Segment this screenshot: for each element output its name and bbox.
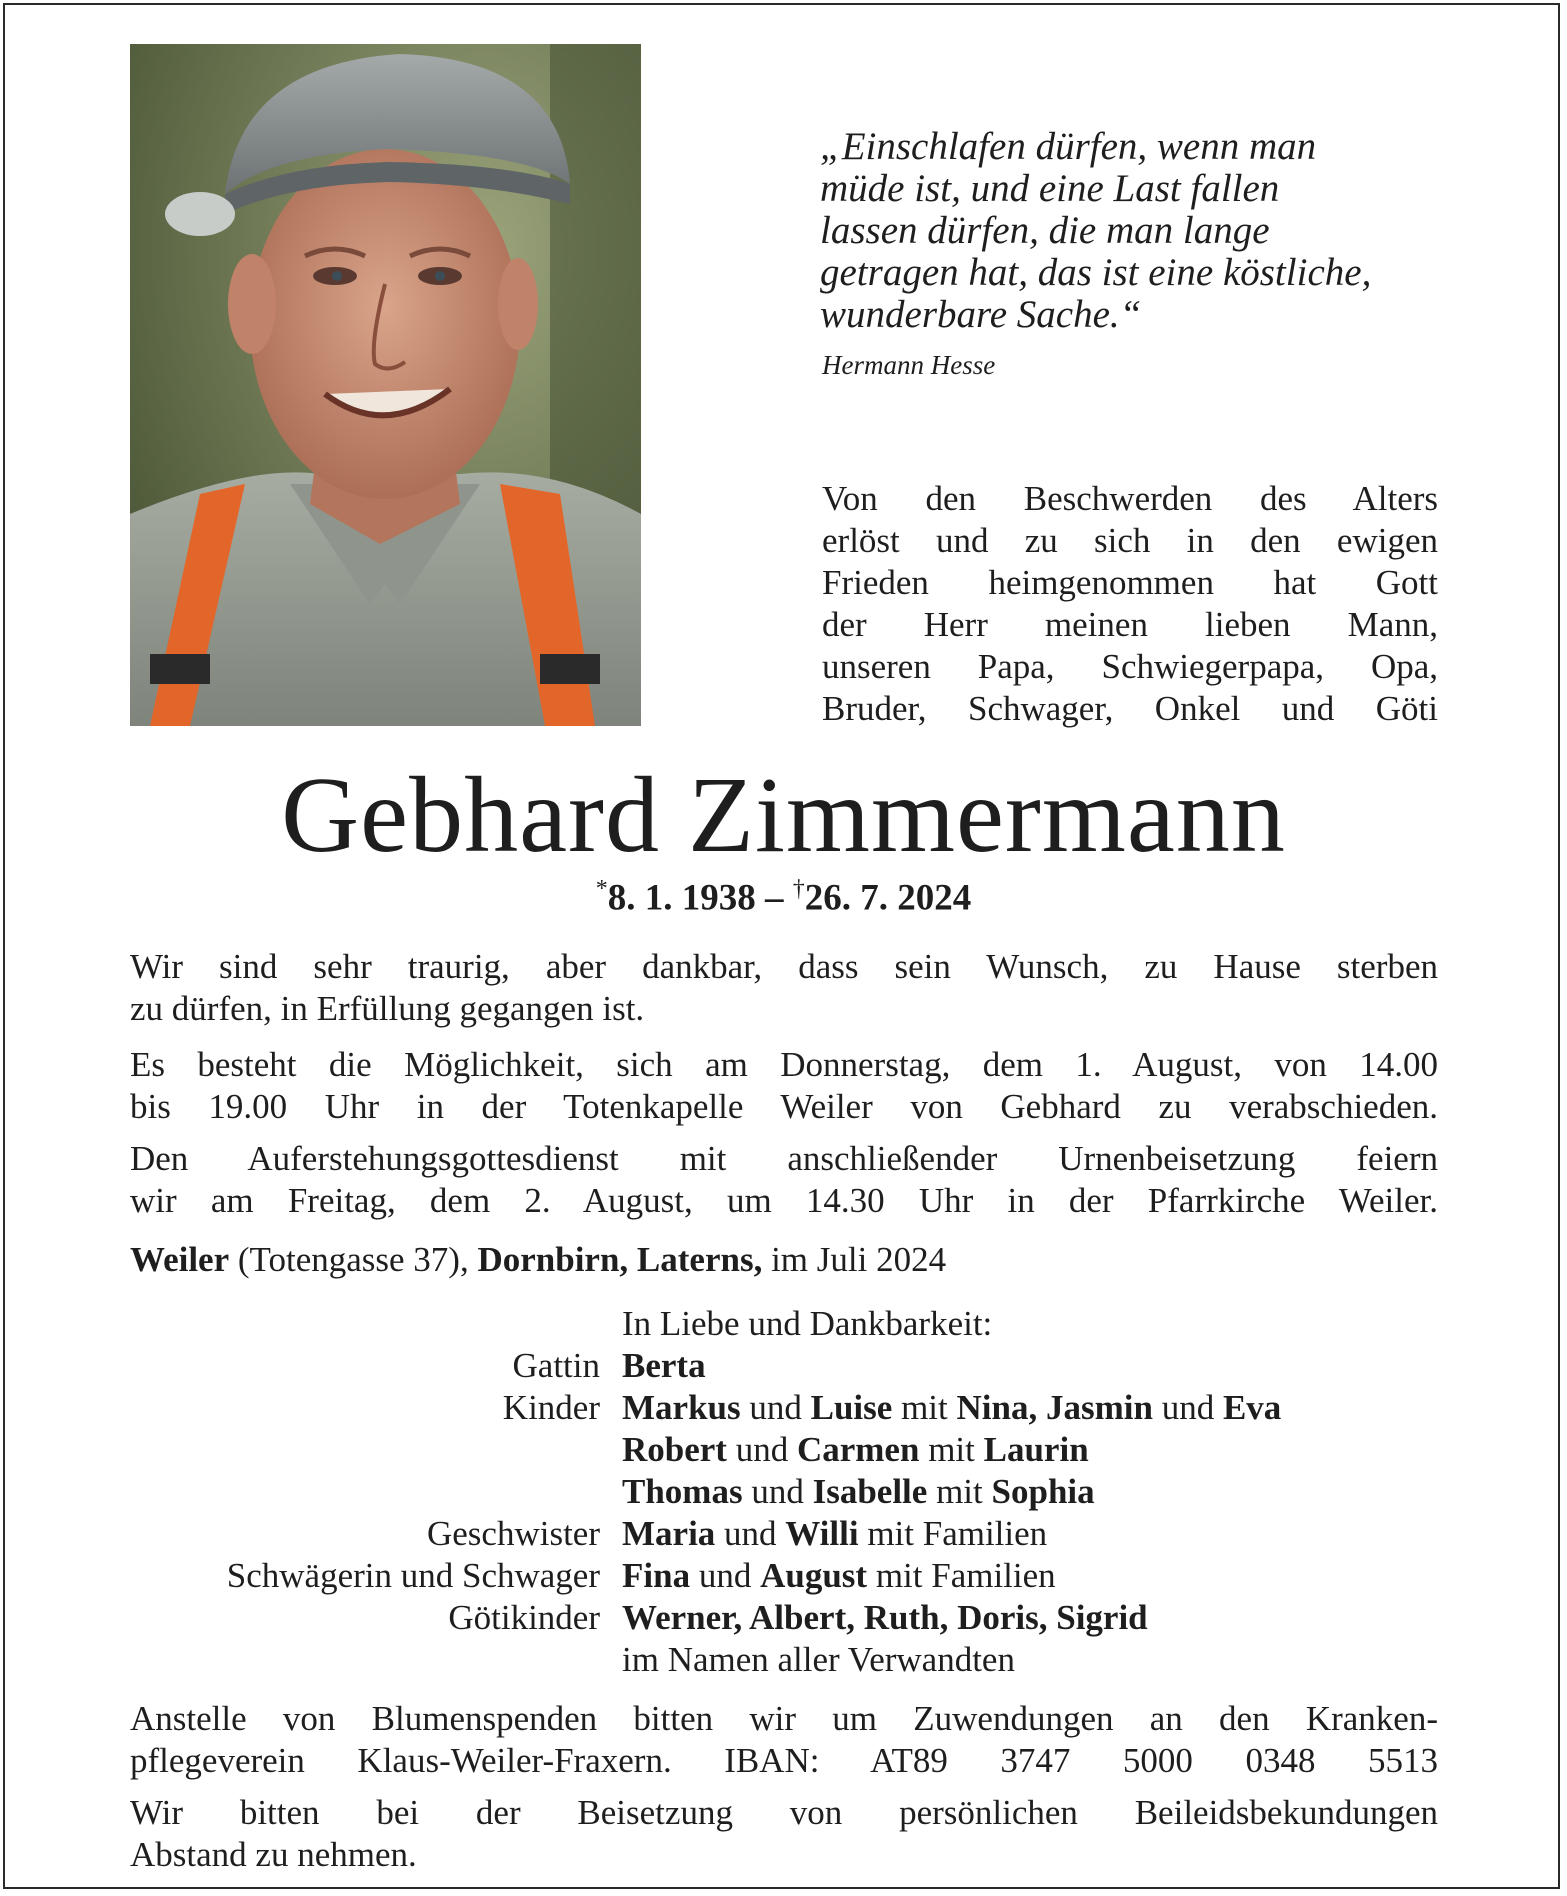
paragraph-condolence [130,1792,1438,1876]
paragraph-line: Wir sind sehr traurig, aber dankbar, dass sein Wunsch, zu Hause sterben [130,947,1438,986]
address: (Totengasse 37), [229,1240,478,1279]
mourner-connector: im Namen aller Verwandten [622,1640,1015,1679]
intro-line: Frieden heimgenommen hat Gott [822,563,1438,602]
mourner-name: Carmen [796,1430,920,1469]
mourner-relation: Kinder [502,1388,600,1427]
paragraph-line: Anstelle von Blumenspenden bitten wir um Zuwendungen an den Kranken- [130,1699,1438,1738]
death-date: 26. 7. 2024 [804,877,972,919]
quote-line: müde ist, und eine Last fallen [820,167,1280,210]
paragraph-line: bis 19.00 Uhr in der Totenkapelle Weiler von Gebhard zu verabschieden. [130,1087,1438,1126]
paragraph-line: Wir bitten bei der Beisetzung von persönlichen Beileidsbekundungen [130,1793,1438,1832]
paragraph-service [130,1138,1438,1222]
paragraph-farewell [130,1044,1438,1128]
towns-other: Dornbirn, Laterns, [477,1240,763,1279]
portrait-illustration [130,44,641,726]
intro-line: erlöst und zu sich in den ewigen [822,521,1438,560]
mourner-name: Fina [622,1556,691,1595]
mourner-names [622,1430,1089,1470]
mourner-name: Sophia [991,1472,1095,1511]
paragraph-line: wir am Freitag, dem 2. August, um 14.30 Uhr in der Pfarrkirche Weiler. [130,1181,1438,1220]
mourner-name: Laurin [983,1430,1089,1469]
mourner-row [0,1388,1567,1430]
mourner-names [622,1556,1056,1596]
mourner-relation: Götikinder [448,1598,600,1637]
mourner-names [622,1598,1148,1638]
quote-line: „Einschlafen dürfen, wenn man [820,125,1317,168]
mourner-names [622,1388,1281,1428]
portrait-photo [130,44,641,726]
paragraph-wish [130,946,1438,1030]
month-year: im Juli 2024 [762,1240,947,1279]
intro-paragraph [822,478,1438,730]
quote [820,126,1460,336]
mourner-name: Eva [1222,1388,1282,1427]
deceased-name: Gebhard Zimmermann [281,756,1286,875]
mourner-names [622,1514,1047,1554]
paragraph-line: Den Auferstehungsgottesdienst mit anschließender Urnenbeisetzung feiern [130,1139,1438,1178]
mourner-relation: Geschwister [426,1514,600,1553]
place-and-date [130,1240,946,1280]
mourner-row [0,1472,1567,1514]
mourner-name: Markus [622,1388,741,1427]
mourner-connector: mit [919,1430,984,1469]
paragraph-line: zu dürfen, in Erfüllung gegangen ist. [130,989,645,1028]
mourner-row [0,1430,1567,1472]
mourner-connector: mit [892,1388,957,1427]
mourner-names [622,1472,1095,1512]
birth-date: 8. 1. 1938 [607,877,756,919]
paragraph-line: Abstand zu nehmen. [130,1835,417,1874]
mourner-name: Thomas [622,1472,743,1511]
mourner-names [622,1640,1015,1680]
intro-line: der Herr meinen lieben Mann, [822,605,1438,644]
mourner-connector: mit Familien [858,1514,1048,1553]
mourner-row [0,1556,1567,1598]
mourner-connector: und [742,1472,813,1511]
mourner-row [0,1514,1567,1556]
intro-line: Bruder, Schwager, Onkel und Göti [822,689,1438,728]
mourner-row [0,1346,1567,1388]
birth-symbol: * [595,876,608,902]
mourner-connector: und [740,1388,811,1427]
mourner-connector: mit [927,1472,992,1511]
mourner-row [0,1640,1567,1682]
town-weiler: Weiler [130,1240,230,1279]
mourner-name: Luise [810,1388,893,1427]
paragraph-line: Es besteht die Möglichkeit, sich am Donnerstag, dem 1. August, von 14.00 [130,1045,1438,1084]
paragraph-line: pflegeverein Klaus-Weiler-Fraxern. IBAN: AT89 3747 5000 0348 5513 [130,1741,1438,1780]
mourner-row [0,1598,1567,1640]
intro-line: Von den Beschwerden des Alters [822,479,1438,518]
intro-line: unseren Papa, Schwiegerpapa, Opa, [822,647,1438,686]
mourner-name: August [760,1556,868,1595]
mourner-connector: und [1152,1388,1223,1427]
mourner-relation: Gattin [512,1346,600,1385]
paragraph-donation [130,1698,1438,1782]
mourner-connector: und [715,1514,786,1553]
mourner-name: Willi [785,1514,859,1553]
mourner-connector: und [726,1430,797,1469]
mourner-name: Isabelle [812,1472,928,1511]
death-symbol: † [792,876,805,902]
mourner-name: Berta [622,1346,706,1385]
mourner-name: Werner, Albert, Ruth, Doris, Sigrid [622,1598,1148,1637]
quote-author: Hermann Hesse [822,350,996,380]
life-dates [0,876,1567,919]
date-separator: – [755,877,793,919]
mourner-name: Robert [622,1430,727,1469]
mourner-relation: Schwägerin und Schwager [226,1556,600,1595]
quote-line: wunderbare Sache.“ [820,293,1142,336]
mourner-names [622,1346,706,1386]
mourner-name: Nina, Jasmin [956,1388,1153,1427]
quote-line: lassen dürfen, die man lange [820,209,1270,252]
mourner-name: Maria [622,1514,716,1553]
mourner-connector: und [690,1556,761,1595]
mourner-connector: mit Familien [867,1556,1056,1595]
mourners-heading: In Liebe und Dankbarkeit: [622,1304,993,1343]
quote-line: getragen hat, das ist eine köstliche, [820,251,1372,294]
